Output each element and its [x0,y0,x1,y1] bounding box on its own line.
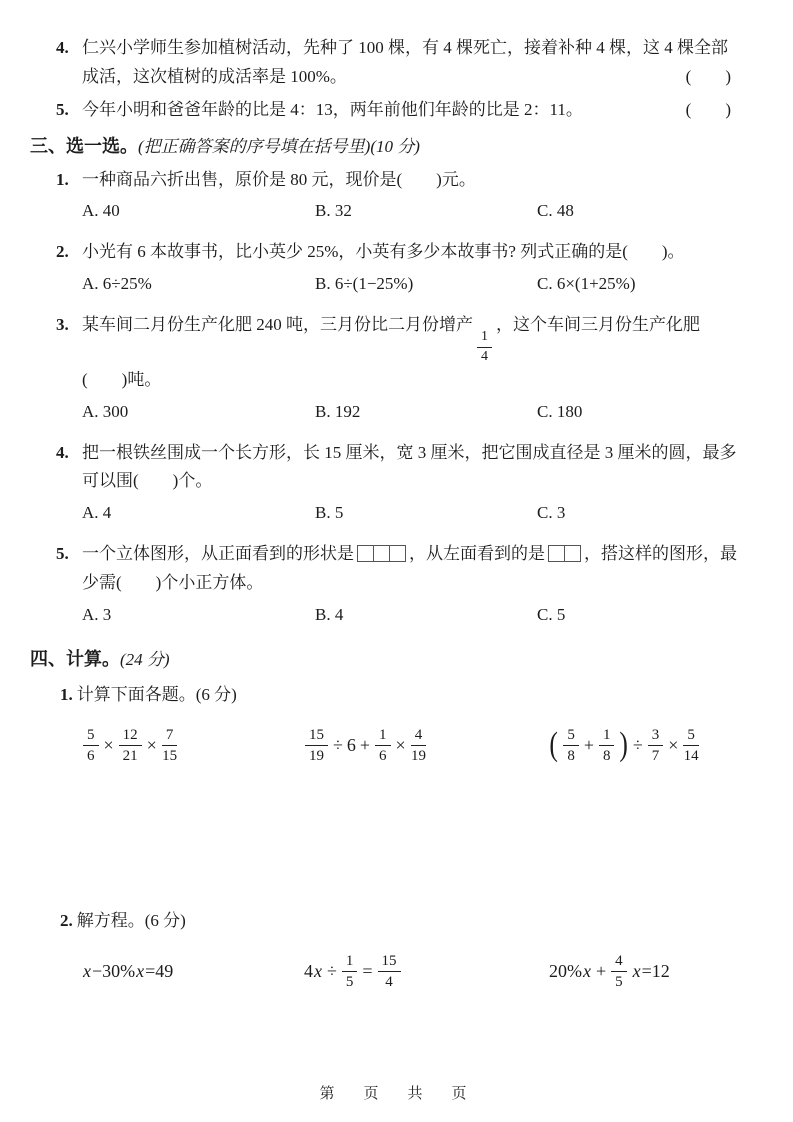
option-c: C. 5 [537,604,566,624]
square-cell [373,545,390,562]
question-text [82,242,685,261]
judge-question-4 [56,34,743,92]
question-body [82,238,743,307]
math-expression-3 [547,726,743,765]
option-a: A. 4 [82,503,112,523]
text-segment: 一个立体图形，从正面看到的形状是 [82,544,354,564]
math-token: = [362,960,373,981]
math-token: 20%x [549,960,591,981]
section-instructions: (把正确答案的序号填在括号里)(10 分) [138,136,420,156]
section-title: 四、计算。 [30,648,120,669]
judge-question-5 [56,96,743,125]
question-number: 1. [56,169,69,189]
question-body [82,166,743,235]
math-expression-2 [302,726,547,765]
question-number: 5. [56,99,69,119]
option-c: C. 180 [537,401,583,421]
math-expression-1 [80,726,302,765]
subsection-text: 计算下面各题。(6 分) [76,684,237,704]
answer-bracket: ( ) [685,99,731,119]
question-text [82,100,583,119]
question-body [82,311,743,434]
option-b: B. 192 [315,401,361,421]
section-title: 三、选一选。 [30,135,138,156]
fraction: $\frac{15}{19}$ [305,726,328,765]
math-token: x−30%x=49 [83,960,174,981]
text-segment: ，这个车间三月份生产化肥 [496,315,700,335]
option-a: A. 6÷25% [82,274,152,294]
options-row [82,197,743,226]
text-segment: ，搭这样的图形，最少需( )个小正方体。 [82,544,737,593]
text-segment: 小光有 6 本故事书，比小英少 25%，小英有多少本故事书? 列式正确的是( )。 [82,242,685,262]
question-number: 4. [56,38,69,57]
math-token: × [395,734,406,755]
math-token: + [596,960,607,981]
math-token: ÷ [327,960,337,981]
option-c: C. 6×(1+25%) [537,274,636,294]
math-token: 4x [304,960,322,981]
fraction: $\frac{7}{15}$ [162,726,178,764]
math-token: + [583,734,594,755]
text-segment: 某车间二月份生产化肥 240 吨，三月份比二月份增产 [82,315,473,335]
fraction: $\frac{15}{4}$ [378,952,401,991]
choice-question-5 [56,540,743,638]
question-body [82,439,743,537]
options-row [82,499,743,528]
text-segment: ( )吨。 [82,369,162,389]
fraction: $\frac{1}{5}$ [342,952,358,991]
fraction: $\frac{5}{14}$ [683,726,699,764]
square-cell [564,545,581,562]
big-paren: ) [619,726,629,764]
square-cell [357,545,374,562]
question-number: 2. [56,242,69,262]
choice-question-3 [56,311,743,434]
square-cell [389,545,406,562]
question-number: 5. [56,544,69,564]
view-squares-figure [548,545,581,562]
fraction: $\frac{3}{7}$ [648,726,664,765]
choice-question-2 [56,238,743,307]
calc-subsection-2-label [60,907,743,936]
big-paren: ( [549,726,558,764]
question-number: 4. [56,442,69,462]
fraction: $\frac{1}{8}$ [599,726,615,765]
question-text [82,38,728,86]
subsection-number: 2. [60,910,73,930]
section-heading-calc [30,644,743,675]
option-a: A. 300 [82,401,129,421]
option-a: A. 3 [82,604,112,624]
calc-subsection-1-label [60,681,743,710]
question-text [82,315,700,389]
question-text [82,170,476,189]
choice-question-1 [56,166,743,235]
page-footer: 第 页 共 页 [319,1084,474,1102]
answer-bracket: ( ) [685,66,731,86]
equation-1 [80,952,302,991]
subsection-text: 解方程。(6 分) [76,910,186,930]
math-token: × [103,734,114,755]
fraction: $\frac{5}{6}$ [83,726,99,765]
math-token: x=12 [632,960,670,981]
text-segment: 一种商品六折出售，原价是 80 元，现价是( )元。 [82,169,476,189]
math-token: ÷ [333,734,343,755]
math-token: ÷ [632,734,643,755]
option-b: B. 5 [315,503,344,523]
text-segment: 今年小明和爸爸年龄的比是 4：13，两年前他们年龄的比是 2：11。 [82,99,583,119]
option-c: C. 3 [537,503,566,523]
fraction: $\frac{1}{6}$ [375,726,391,765]
option-b: B. 4 [315,604,344,624]
question-body [82,96,743,125]
equation-3 [547,952,743,991]
options-row [82,270,743,299]
fraction: $\frac{5}{8}$ [563,726,579,765]
math-token: × [668,734,679,755]
section-heading-choice [30,131,743,162]
text-segment: 仁兴小学师生参加植树活动，先种了 100 棵，有 4 棵死亡，接着补种 4 棵，这 4 棵全部成活，这次植树的成活率是 100%。 [82,38,728,86]
choice-question-4 [56,439,743,537]
fraction: $\frac{12}{21}$ [119,726,142,765]
equations-row [30,952,743,991]
options-row [82,601,743,630]
fraction: $\frac{4}{19}$ [410,726,426,764]
question-text [82,443,737,491]
math-token: 6 [346,734,356,755]
calculation-expressions-row [30,726,743,765]
equation-2 [302,952,547,991]
option-a: A. 40 [82,201,120,221]
view-squares-figure [357,545,406,562]
option-b: B. 6÷(1−25%) [315,274,414,294]
options-row [82,398,743,427]
fraction: $\frac{1}{4}$ [477,329,492,366]
option-c: C. 48 [537,201,574,221]
question-body [82,540,743,638]
option-b: B. 32 [315,201,352,221]
text-segment: 把一根铁丝围成一个长方形，长 15 厘米，宽 3 厘米，把它围成直径是 3 厘米的圆，最多可以围( )个。 [82,442,737,491]
section-points: (24 分) [120,649,170,669]
subsection-number: 1. [60,684,73,704]
fraction: $\frac{4}{5}$ [611,952,627,991]
text-segment: ，从左面看到的是 [409,544,545,564]
question-body [82,34,743,92]
square-cell [548,545,565,562]
question-text [82,544,737,592]
question-number: 3. [56,315,69,335]
math-token: + [359,734,371,755]
math-token: × [146,734,157,755]
